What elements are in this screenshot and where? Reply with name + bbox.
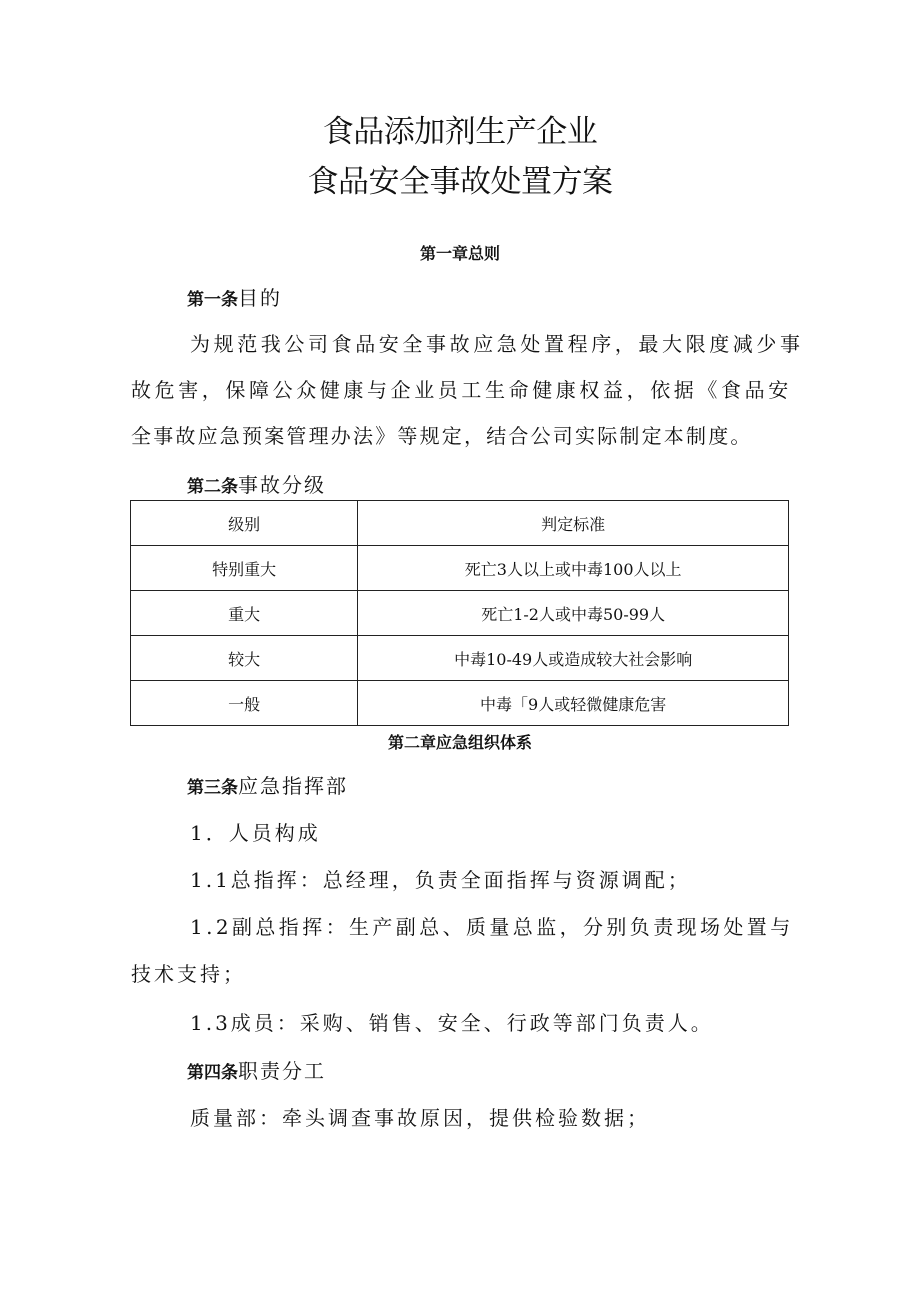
article-2-title: 事故分级	[238, 473, 326, 497]
article-3-title: 应急指挥部	[238, 774, 348, 798]
article-3-item-1-1: 1.1总指挥：总经理，负责全面指挥与资源调配；	[190, 868, 691, 892]
article-3-item-1: 1．人员构成	[190, 821, 321, 845]
article-1-heading	[187, 288, 282, 309]
chapter-1-heading: 第一章总则	[419, 244, 500, 263]
table-header-level: 级别	[131, 501, 358, 546]
article-4-item-quality-dept: 质量部：牵头调查事故原因，提供检验数据；	[190, 1106, 650, 1130]
article-4-heading	[187, 1061, 326, 1082]
table-header-criteria: 判定标准	[358, 501, 789, 546]
table-cell-level: 一般	[131, 681, 358, 726]
chapter-2-heading: 第二章应急组织体系	[387, 733, 532, 752]
article-4-title: 职责分工	[238, 1059, 326, 1083]
article-3-item-1-3: 1.3成员：采购、销售、安全、行政等部门负责人。	[190, 1011, 714, 1035]
table-row	[131, 591, 789, 636]
document-title-line-1: 食品添加剂生产企业	[322, 114, 598, 150]
article-2-heading	[187, 475, 326, 496]
article-1-paragraph-line-2: 故危害，保障公众健康与企业员工生命健康权益，依据《食品安	[131, 378, 792, 402]
article-4-label: 第四条	[187, 1063, 238, 1083]
table-cell-criteria: 死亡1-2人或中毒50-99人	[358, 591, 789, 636]
table-cell-criteria: 中毒「9人或轻微健康危害	[358, 681, 789, 726]
article-1-title: 目的	[238, 286, 282, 310]
table-cell-level: 较大	[131, 636, 358, 681]
article-1-paragraph-line-3: 全事故应急预案管理办法》等规定，结合公司实际制定本制度。	[131, 424, 753, 448]
table-cell-criteria: 中毒10-49人或造成较大社会影响	[358, 636, 789, 681]
article-1-label: 第一条	[187, 290, 238, 310]
table-row	[131, 681, 789, 726]
table-row	[131, 636, 789, 681]
table-row	[131, 546, 789, 591]
article-3-item-1-2: 1.2副总指挥：生产副总、质量总监，分别负责现场处置与	[190, 915, 794, 939]
table-header-row	[131, 501, 789, 546]
article-1-paragraph-line-1: 为规范我公司食品安全事故应急处置程序，最大限度减少事	[190, 332, 804, 356]
article-3-item-1-2-continued: 技术支持；	[131, 962, 246, 986]
accident-classification-table	[130, 500, 789, 726]
article-3-label: 第三条	[187, 778, 238, 798]
article-3-heading	[187, 776, 348, 797]
article-2-label: 第二条	[187, 477, 238, 497]
document-title-line-2: 食品安全事故处置方案	[307, 164, 613, 200]
table-cell-criteria: 死亡3人以上或中毒100人以上	[358, 546, 789, 591]
table-cell-level: 特别重大	[131, 546, 358, 591]
table-cell-level: 重大	[131, 591, 358, 636]
